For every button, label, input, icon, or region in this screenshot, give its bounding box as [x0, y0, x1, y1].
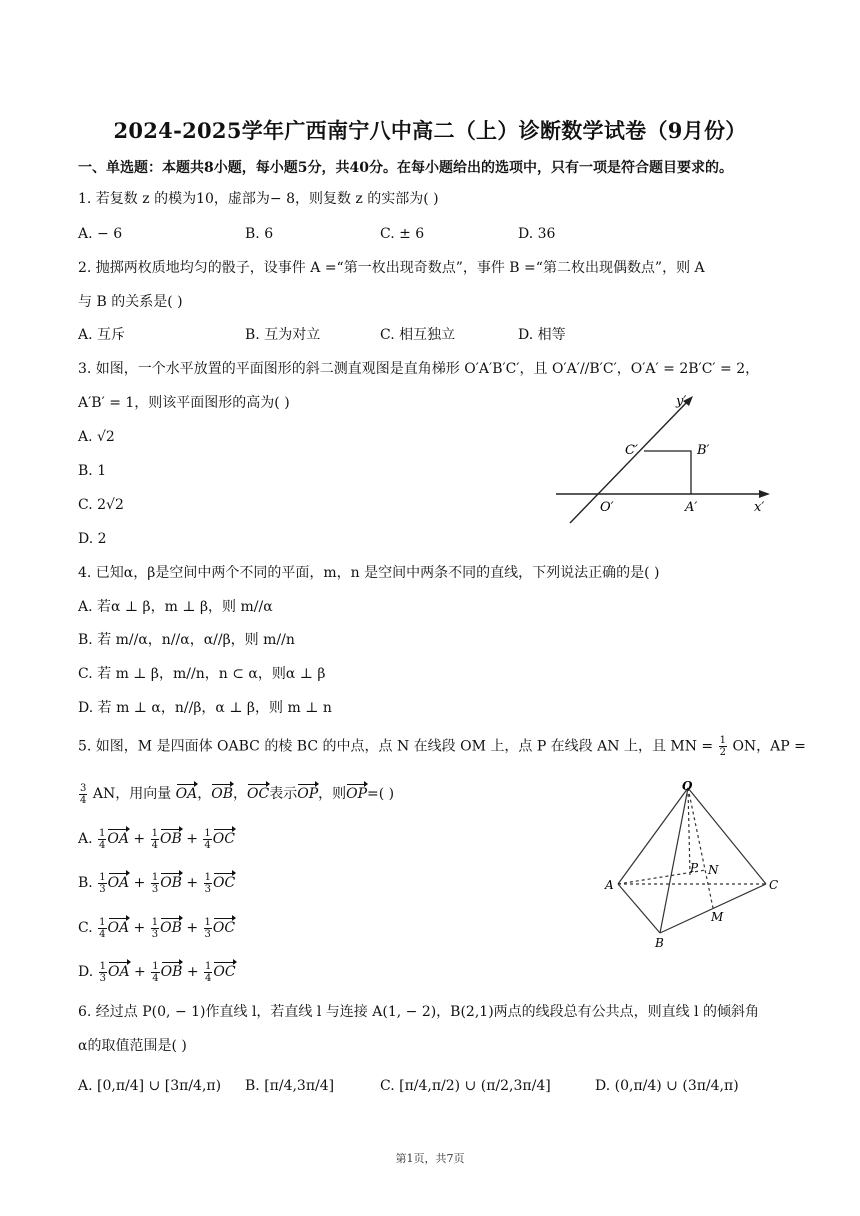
q4-stem: 4. 已知α，β是空间中两个不同的平面，m，n 是空间中两条不同的直线，下列说法正确的是( ): [78, 565, 660, 581]
q6-option-d: D. (0,π/4) ∪ (3π/4,π): [595, 1078, 739, 1094]
page-footer: 第1页，共7页: [395, 1152, 465, 1165]
q2-stem-line2: 与 B 的关系是( ): [78, 294, 183, 310]
page-title: 2024-2025学年广西南宁八中高二（上）诊断数学试卷（9月份）: [113, 118, 747, 143]
label-c: C′: [625, 443, 638, 458]
q6-option-c: C. [π/4,π/2) ∪ (π/2,3π/4]: [380, 1078, 551, 1094]
section-heading: 一、单选题：本题共8小题，每小题5分，共40分。在每小题给出的选项中，只有一项是符合题目要求的。: [78, 160, 733, 176]
oblique-trapezoid-figure: [550, 390, 780, 530]
q6-option-b: B. [π/4,3π/4]: [245, 1078, 335, 1094]
q2-stem-line1: 2. 抛掷两枚质地均匀的骰子，设事件 A =“第一枚出现奇数点”，事件 B =“第二枚出现偶数点”，则 A: [78, 260, 705, 276]
vector-ob: OB: [211, 782, 233, 803]
q1-option-a: A. − 6: [78, 226, 123, 242]
label-b: B: [655, 936, 664, 950]
q5-option-c: C. $\frac{1}{4}$ OA + $\frac{1}{3}$ OB + $\frac{1}{3}$ OC: [78, 916, 236, 940]
q4-option-d: D. 若 m ⊥ α，n//β，α ⊥ β，则 m ⊥ n: [78, 700, 332, 716]
q5-option-b: B. $\frac{1}{3}$ OA + $\frac{1}{3}$ OB + $\frac{1}{3}$ OC: [78, 871, 236, 895]
q5-stem-line1: 5. 如图，M 是四面体 OABC 的棱 BC 的中点，点 N 在线段 OM 上，点 P 在线段 AN 上，且 MN = $\frac{1}{2}$ ON，AP =: [78, 735, 806, 758]
q3-option-b: B. 1: [78, 463, 107, 479]
q6-stem-line1: 6. 经过点 P(0, − 1)作直线 l，若直线 l 与连接 A(1, − 2)，B(2,1)两点的线段总有公共点，则直线 l 的倾斜角: [78, 1004, 760, 1020]
fraction: $\frac{3}{4}$: [80, 782, 87, 806]
fraction: $\frac{1}{2}$: [719, 735, 726, 758]
label-a: A: [605, 878, 614, 892]
q4-option-b: B. 若 m//α，n//α，α//β，则 m//n: [78, 632, 295, 648]
q3-option-c: C. 2√2: [78, 497, 124, 513]
label-a: A′: [685, 500, 698, 515]
q6-stem-line2: α的取值范围是( ): [78, 1038, 187, 1054]
label-o: O: [682, 779, 693, 793]
label-x-axis: x′: [754, 500, 765, 515]
q6-option-a: A. [0,π/4] ∪ [3π/4,π): [78, 1078, 222, 1094]
q1-option-b: B. 6: [245, 226, 274, 242]
q2-option-d: D. 相等: [518, 327, 566, 343]
label-y-axis: y′: [676, 394, 687, 409]
q1-option-c: C. ± 6: [380, 226, 425, 242]
q1-stem: 1. 若复数 z 的模为10，虚部为− 8，则复数 z 的实部为( ): [78, 191, 439, 207]
label-c: C: [769, 878, 779, 892]
q3-option-d: D. 2: [78, 531, 107, 547]
vector-op: OP: [346, 782, 367, 803]
q5-option-a: A. $\frac{1}{4}$ OA + $\frac{1}{4}$ OB + $\frac{1}{4}$ OC: [78, 827, 235, 851]
vector-op: OP: [297, 782, 318, 803]
q5-stem-line2: $\frac{3}{4}$ AN，用向量 OA，OB，OC表示OP，则OP=( ): [80, 782, 395, 806]
q1-option-d: D. 36: [518, 226, 556, 242]
q3-option-a: A. √2: [78, 429, 115, 445]
q2-option-b: B. 互为对立: [245, 327, 321, 343]
label-o: O′: [600, 500, 614, 515]
label-p: P: [690, 861, 699, 875]
label-b: B′: [697, 443, 710, 458]
q4-option-a: A. 若α ⊥ β，m ⊥ β，则 m//α: [78, 599, 273, 615]
q5-option-d: D. $\frac{1}{3}$ OA + $\frac{1}{4}$ OB + $\frac{1}{4}$ OC: [78, 960, 236, 984]
label-n: N: [708, 863, 719, 877]
tetrahedron-figure: [598, 778, 788, 950]
vector-oa: OA: [176, 782, 198, 803]
q2-option-a: A. 互斥: [78, 327, 126, 343]
label-m: M: [711, 910, 724, 924]
vector-oc: OC: [247, 782, 269, 803]
q3-stem-line1: 3. 如图，一个水平放置的平面图形的斜二测直观图是直角梯形 O′A′B′C′，且 O′A′//B′C′，O′A′ = 2B′C′ = 2，: [78, 361, 760, 377]
q3-stem-line2: A′B′ = 1，则该平面图形的高为( ): [78, 395, 290, 411]
q4-option-c: C. 若 m ⊥ β，m//n，n ⊂ α，则α ⊥ β: [78, 666, 326, 682]
q2-option-c: C. 相互独立: [380, 327, 456, 343]
